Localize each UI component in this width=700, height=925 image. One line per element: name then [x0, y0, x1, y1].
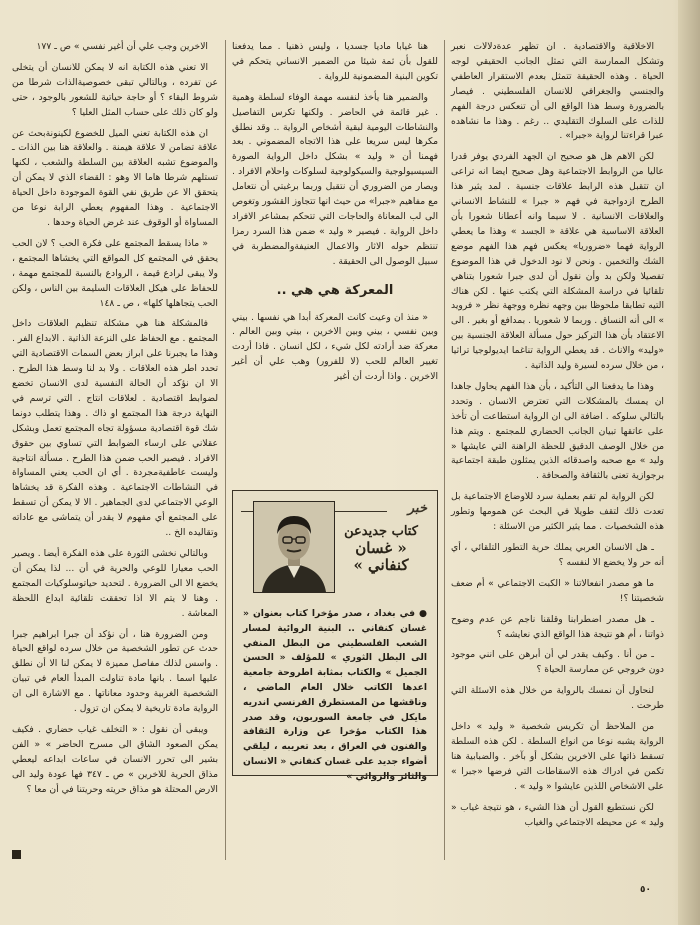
- headline-line-1: كتاب جديدعن: [344, 524, 418, 539]
- author-portrait: [253, 501, 335, 593]
- paragraph: وبالتالي نخشى الثورة على هذه الفكرة أيضا . ويصير الحب معيارا للوعي والحرية في أن ... لذا يمكن أن يخضع الا الى الضرورة . لتحديد حياتوسلوكيات المجتمع . وهنا لا يتم الا اذا تحققت تلقائية ابداع اللحظة المعاشة .: [12, 548, 218, 619]
- paragraph: والضمير هنا يأخذ لنفسه مهمة الوفاء لسلطة وهمية . غير قائمة في الحاضر . ولكنها تكرس التفاصيل والنشاطات اليومية لبقية أشخاص الرواية .. وقد نطلق مكرها ليس سريعا على هذا الاتجاه المضموني . بعد فهمنا أن « وليد » بشكل داخل الرواية الصورة السيسيولوجية والسيكولوجية لسلوكات واحلام الافراد . ويصار من الضروري أن نتقبل وربما برغبتي أن نتعامل مع مفاهيم «جبرا» من حيث انها تتجاوز القشور وتغوص الى لب المعاناة والحاجات التي تتحكم بمشاعر الافراد داخل الرواية . فيصير « وليد » ضمن هذا السرد رمزا تنتظم حوله الاثار والاعمال العنيفةوالمضطربة في سبيل الوصول الى الحقيقة .: [232, 91, 438, 267]
- paragraph: ويبقى أن نقول : « التخلف غياب حضاري . فكيف يمكن الصعود الشاق الى مسرح الحاضر » « الفن بشير الى تحرر الانسان في ساعات ابداعه ليعطي مذاق الحرية للاخرين » ص ـ ٣٤٧ فها عودة وليد الى الارض المحتلة هو مذاق حريته وحريتنا في أن معا ؟: [12, 723, 218, 795]
- paragraph: من الملاحظ أن تكريس شخصية « وليد » داخل الرواية يشبه نوعا من انواع السلطة . لكن هذه السلطة تسقط ذاتها على الاخرين بشكل أو بآخر . والضبابية هنا تكمن في ادراك هذه الاسقاطات التي فرضها «جبرا » على الاشخاص اللذين عايشوا « وليد » .: [451, 721, 664, 792]
- paragraph: هنا غيابا ماديا جسديا ، وليس ذهنيا . مما يدفعنا للقول بأن ثمة شيئا من الضمير الانساني يتحكم في تكوين البنية المضمونية للرواية .: [232, 41, 438, 82]
- page-number: ٥٠: [640, 885, 651, 895]
- quote-paragraph: « منذ ان وعيت كانت المعركة أبدا هي نفسها . بيني وبين نفسي ، بيني وبين الاخرين ، بيني وبين العالم . معركة ضد أرادته لكل شيء ، لكل انسان . فاذا أردت تغيير العالم للحب (لا للفرور) وهب علي أن أغير الاخرين . واذا أردت أن أغير: [232, 311, 438, 383]
- paragraph: الاخلاقية والاقتصادية . ان تظهر عدةدلالات نعبر وتشكل الممارسة التي تمثل الجانب الحقيقي لوجه الحياة . وهذه الحقيقة تتمثل بعدم الاستقرار العاطفي والجنسي والجغرافي للانسان الفلسطيني . فيصار بالضرورة وسط هذا الواقع الى أن تنعكس درجة الفهم للذات على السلوك التقليدي .. رغم . وهذا ما نشاهده عبرا قراءتنا لرواية «جبرا» .: [451, 41, 664, 142]
- paragraph: الاخرين وجب علي أن أغير نفسي » ص ـ ١٧٧: [36, 41, 208, 52]
- paragraph: وهذا ما يدفعنا الى التأكيد ، بأن هذا الفهم يحاول جاهدا ان يمسك بالمشكلات التي تعترض الانسان . وتحدد بالتالي سلوكه . اضافة الى ان الرواية استطاعت أن تأخذ على عاتقها تبيان الجانب الحضاري للمجتمع . ويتم هذا من خلال الوصف الدقيق للحظة الراهنة التي عايشها « وليد » مع صحبه واصدقائه الذين يمثلون طبقة اجتماعية برجوازية تعنى بالثقافة والصحافة .: [451, 380, 664, 482]
- paragraph: الا تعني هذه الكتابة انه لا يمكن للانسان أن يتخلى عن تفرده ، وبالتالي تبقى خصوصيةالذات شرطا من شروط البقاء ؟ أو حاجة حياتية للشعور بالوجود ، حتى ولو كان ذلك على حساب المثل العليا ؟: [12, 61, 218, 118]
- question: ـ هل الانسان العربي يملك حرية التطور التلقائي ، أي أنه حر ولا يخضع الا لنفسه ؟: [451, 542, 664, 568]
- article-end-mark: [12, 850, 21, 859]
- column-divider: [225, 40, 226, 860]
- news-body: ● في بغداد ، صدر مؤخرا كتاب بعنوان « غسان كنفاني .. البنية الروائية لمسار الشعب الفلسطيني من البطل المنفي الى البطل الثوري » للمؤلف « الحسن الجميل » والكتاب بمثابة اطروحة جامعية اعدها الكاتب خلال العام الماضي ، وناقشها من المستطرق الفرنسي اندريه مايكل في جامعة السوربون، وقد صدر هذا الكتاب مؤخرا عن وزارة الثقافة والفنون في العراق ، بعد تعريبه ، ليلقي أضواء جديد على غسان كنفاني « الانسان والثائر والروائي »: [243, 608, 427, 782]
- paragraph: لكن الرواية لم تقم بعملية سرد للاوضاع الاجتماعية بل تعدت ذلك لتقف طويلا في البحث عن همومها وتطور هذه الشخصيات . مما يثير الكثير من الاسئلة :: [451, 491, 664, 533]
- article-column-right: [451, 40, 664, 875]
- question: ـ هل مصدر اضطرابنا وقلقنا ناجم عن عدم وضوح ذواتنا ، أم هو نتيجة هذا الواقع الذي نعايشه ؟: [451, 613, 664, 640]
- paragraph: لنحاول أن نمسك بالرواية من خلال هذه الاسئلة التي طرحت .: [451, 685, 664, 712]
- news-tag: خبر: [407, 501, 427, 516]
- paragraph: ومن الضرورة هنا ، أن نؤكد أن جبرا ابراهيم جبرا حدث عن تطور الشخصية من خلال سرده لواقع الحياة . واسس لذلك مفاصل مميزة لا يمكن لنا الا أن نطلق عليها اسما . بانها مادة تناولت المبدأ العام في تبيان الشخصية الغربية وحدود معاناتها . مع الاشارة الى ان الرواية مادة تاريخية لا يمكن ان تزول .: [12, 628, 218, 715]
- article-column-left: [12, 40, 218, 875]
- column-divider: [444, 40, 445, 860]
- paragraph: فالمشكلة هنا هي مشكلة تنظيم العلاقات داخل المجتمع . مع الحفاظ على النزعة الذاتية . الابداع الفر . وهذا ما يجبرنا على ابراز بعض السمات الاقتصادية التي تحدد اطر هذه العلاقات . ولا بد لنا وسط هذا الطرح . الا ان نؤكد أن الحالة النفسية لدى الانسان تخضع لضوابط اقتصادية . لعلاقات انتاج . التي ترسم في النهاية درجة هذا المجتمع او ذاك . وهذا يتطلب دونما شك قوة اقتصادية مسؤولة تجاه المجتمع تعمل وبشكل عقلاني على ارساء الضوابط التي تساوي بين حقوق الافراد . فيصير الحب ضمن هذا الطرح . مسألة انتاجية وليست عاطفيةمجردة . أي ان الحب يعني المساواة في النشاطات الاجتماعية . وهذه الفكرة قد يخشاها الوعي الاجتماعي لدى الجماهير . الا لا يمكن أن تسقط على المجتمع أي مفهوم لا يقدر أن يتماشى مع عاداته وتقاليده الخ ..: [12, 318, 218, 539]
- box-headline: [335, 523, 427, 574]
- paragraph: لكن الاهم هل هو صحيح ان الجهد الفردي يوفر قدرا عاليا من الروابط الاجتماعية وهل صحيح ايضا انه تراعى ان تتقبل هذه الرابط علاقات جنسية . لمد يثير هذا الطرح ازدواجية في فهم « جبرا » للنشاط الانساني والعلاقات الانسانية . لا سيما وانه أعطانا شعورا بأن العلاقة الاساسية هي علاقة « الجسد » وهذا ما يعطي الرواية فهما «ضروريا» يعكس فهم هذا الفهم موضع الشك والتخمين . ونحن لا نود الدخول في هذا الموضوع تفصيلا ولكن بد وأن نقول أن لدى جبرا شعورا بتناهي تلقائيا في دراسة المشكلة التي يكتب عنها . لكن هناك التيه تطابقا ملحوظا بين وجهه نظره ووجهة نظر « فرويد » الى أنه النساق . وربما لا شعوريا . بمدافع أو بغير . الى الاعتقاد بأن هذا التركيز حول مسألة العلاقة الجنسية بين «وليد» والاناث . قد يعطي الرواية تناغما ايديولوجيا تراثيا ، من خلال سرده لسيرة وليد الذاتية .: [451, 151, 664, 372]
- portrait-illustration: [254, 502, 334, 592]
- headline-line-2: « غسان كنفاني »: [353, 539, 409, 574]
- paragraph: ان هذه الكتابة تعني الميل للخضوع لكينونةبحث عن علاقة تضامن لا علاقة هيمنة . والعلاقة هنا بين الذات ـ والموضوع تشبه العلاقة بين السلطة والشعب ، لكنها تستلهم شرطا هاما الا وهو : القضاء الذي لا يمكن أن يتحقق الا عن طريق نفي القوة الموجودة داخل الحياة الاجتماعية . وهذا المفهوم يعطي الرابة نوعا من المساواة أو الوقوف عند غرض الحياة وحدها .: [12, 127, 218, 228]
- section-subheading: المعركة هي هي ..: [276, 282, 394, 298]
- question: ـ من أنا . وكيف يقدر لي أن أبرهن على انني موجود دون خروجي عن ممارسة الحياة ؟: [451, 649, 664, 676]
- paragraph: لكن نستطيع القول أن هذا الشيء ، هو نتيجة غياب « وليد » عن محيطه الاجتماعي والغياب: [451, 801, 664, 828]
- page-spine: [678, 0, 700, 925]
- news-sidebar-box: [232, 490, 438, 782]
- quote-paragraph: « ماذا يسقط المجتمع على فكرة الحب ؟ لان الحب يحقق في المجتمع كل المواقع التي يخشاها المجتمع ، ولا يبقى لرادع قيمة ، الروادع بالنسبة للمجتمع مهمة ، للحفاظ على هيكل العلاقات السليمة بين الناس ، ولكن الحب يتجاهلها كلها» ، ص ـ ١٤٨: [12, 237, 218, 309]
- question: ما هو مصدر انفعالاتنا « الكبت الاجتماعي » أم ضعف شخصيتنا ؟!: [451, 577, 664, 604]
